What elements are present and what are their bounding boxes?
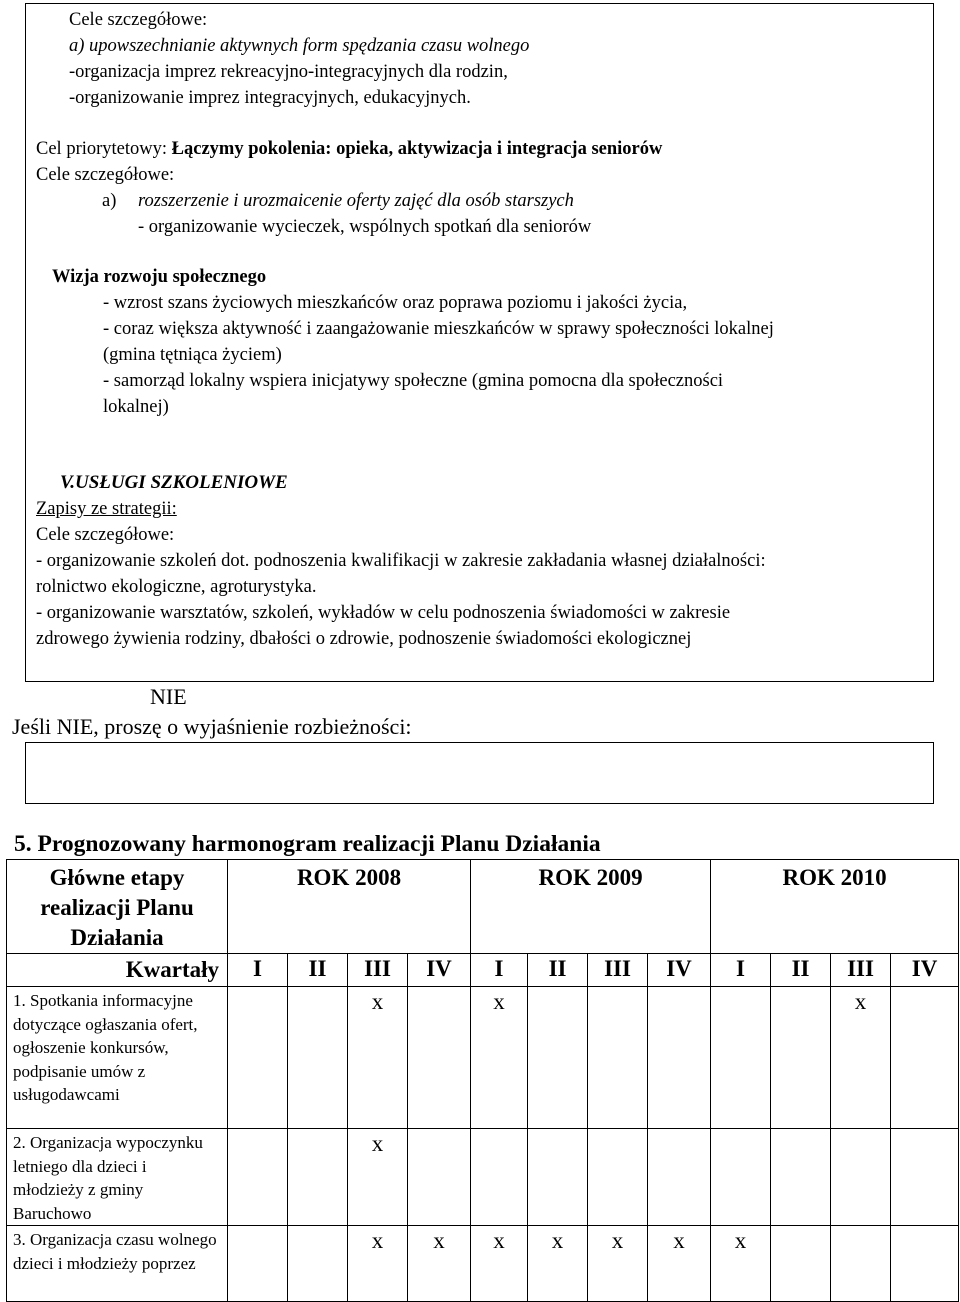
priority-title: Łączymy pokolenia: opieka, aktywizacja i integracja seniorów	[171, 139, 663, 159]
mark-cell: x	[648, 1226, 711, 1302]
mark-cell: x	[471, 1226, 528, 1302]
quarters-row	[7, 954, 959, 987]
mark-cell	[771, 987, 831, 1129]
training-item: - organizowanie warsztatów, szkoleń, wykładów w celu podnoszenia świadomości w zakresie	[36, 603, 731, 623]
quarter-cell: III	[831, 954, 891, 987]
stage-label: 3. Organizacja czasu wolnego dzieci i młodzieży poprzez	[7, 1226, 228, 1302]
quarter-cell: IV	[891, 954, 959, 987]
quarter-cell: I	[711, 954, 771, 987]
quarter-cell: IV	[408, 954, 471, 987]
quarter-cell: III	[348, 954, 408, 987]
vision-item: - coraz większa aktywność i zaangażowanie mieszkańców w sprawy społeczności lokalnej	[103, 319, 774, 339]
section-v-title: V.USŁUGI SZKOLENIOWE	[60, 472, 288, 493]
quarter-cell: III	[588, 954, 648, 987]
mark-cell	[711, 1129, 771, 1226]
vision-item: lokalnej)	[103, 397, 169, 417]
table-row	[7, 1226, 959, 1302]
quarter-cell: II	[771, 954, 831, 987]
mark-cell	[588, 987, 648, 1129]
mark-cell: x	[348, 1129, 408, 1226]
mark-cell	[471, 1129, 528, 1226]
stage-label: 1. Spotkania informacyjne dotyczące ogłaszania ofert, ogłoszenie konkursów, podpisanie umów z usługodawcami	[7, 987, 228, 1129]
year-header: ROK 2010	[711, 860, 959, 954]
training-item: zdrowego żywienia rodziny, dbałości o zdrowie, podnoszenie świadomości ekologicznej	[36, 629, 692, 649]
goal-subitem: -organizacja imprez rekreacyjno-integracyjnych dla rodzin,	[69, 62, 508, 82]
mark-cell	[528, 987, 588, 1129]
priority-label: Cel priorytetowy:	[36, 139, 172, 159]
mark-cell: x	[348, 1226, 408, 1302]
vision-item: (gmina tętniąca życiem)	[103, 345, 282, 365]
training-item: rolnictwo ekologiczne, agroturystyka.	[36, 577, 317, 597]
goals-heading: Cele szczegółowe:	[69, 10, 208, 30]
mark-cell: x	[711, 1226, 771, 1302]
mark-cell	[408, 987, 471, 1129]
quarter-cell: I	[471, 954, 528, 987]
mark-cell	[891, 1226, 959, 1302]
schedule-table	[6, 859, 959, 1302]
vision-item: - samorząd lokalny wspiera inicjatywy społeczne (gmina pomocna dla społeczności	[103, 371, 724, 391]
mark-cell	[831, 1226, 891, 1302]
mark-cell: x	[528, 1226, 588, 1302]
stage-label: 2. Organizacja wypoczynku letniego dla dzieci i młodzieży z gminy Baruchowo	[7, 1129, 228, 1226]
mark-cell	[711, 987, 771, 1129]
discrepancy-question: Jeśli NIE, proszę o wyjaśnienie rozbieżności:	[12, 714, 412, 739]
mark-cell: x	[831, 987, 891, 1129]
goals-heading: Cele szczegółowe:	[36, 165, 175, 185]
table-row	[7, 987, 959, 1129]
mark-cell	[288, 1129, 348, 1226]
mark-cell	[408, 1129, 471, 1226]
mark-cell	[771, 1129, 831, 1226]
discrepancy-answer-field[interactable]	[25, 742, 934, 804]
mark-cell	[648, 987, 711, 1129]
goal-subitem: -organizowanie imprez integracyjnych, edukacyjnych.	[69, 88, 471, 108]
mark-cell	[228, 987, 288, 1129]
vision-item: - wzrost szans życiowych mieszkańców oraz poprawa poziomu i jakości życia,	[103, 293, 688, 313]
table-row	[7, 1129, 959, 1226]
quarter-cell: II	[528, 954, 588, 987]
mark-cell	[588, 1129, 648, 1226]
mark-cell	[648, 1129, 711, 1226]
mark-cell: x	[471, 987, 528, 1129]
mark-cell	[288, 987, 348, 1129]
quarters-label: Kwartały	[7, 954, 228, 987]
goal-item-a: a) upowszechnianie aktywnych form spędzania czasu wolnego	[69, 36, 530, 56]
strategy-notes-label: Zapisy ze strategii:	[36, 499, 177, 519]
goals-heading: Cele szczegółowe:	[36, 525, 175, 545]
mark-cell	[228, 1226, 288, 1302]
mark-cell	[891, 1129, 959, 1226]
priority-goal	[36, 136, 662, 162]
mark-cell: x	[348, 987, 408, 1129]
vision-title: Wizja rozwoju społecznego	[52, 267, 267, 287]
quarter-cell: II	[288, 954, 348, 987]
mark-cell	[831, 1129, 891, 1226]
section-5-title: 5. Prognozowany harmonogram realizacji Planu Działania	[14, 831, 601, 857]
stages-header: Główne etapy realizacji Planu Działania	[7, 860, 228, 954]
quarter-cell: IV	[648, 954, 711, 987]
mark-cell	[528, 1129, 588, 1226]
quarter-cell: I	[228, 954, 288, 987]
training-item: - organizowanie szkoleń dot. podnoszenia kwalifikacji w zakresie zakładania własnej działalności:	[36, 551, 766, 571]
mark-cell	[228, 1129, 288, 1226]
mark-cell	[288, 1226, 348, 1302]
mark-cell: x	[588, 1226, 648, 1302]
goal-subitem: - organizowanie wycieczek, wspólnych spotkań dla seniorów	[138, 217, 592, 237]
mark-cell	[891, 987, 959, 1129]
table-header-row	[7, 860, 959, 954]
answer-no: NIE	[150, 684, 187, 709]
year-header: ROK 2008	[228, 860, 471, 954]
goal-item-letter: a)	[102, 191, 117, 211]
goal-item-a: rozszerzenie i urozmaicenie oferty zajęć dla osób starszych	[138, 191, 574, 211]
mark-cell	[771, 1226, 831, 1302]
mark-cell: x	[408, 1226, 471, 1302]
year-header: ROK 2009	[471, 860, 711, 954]
